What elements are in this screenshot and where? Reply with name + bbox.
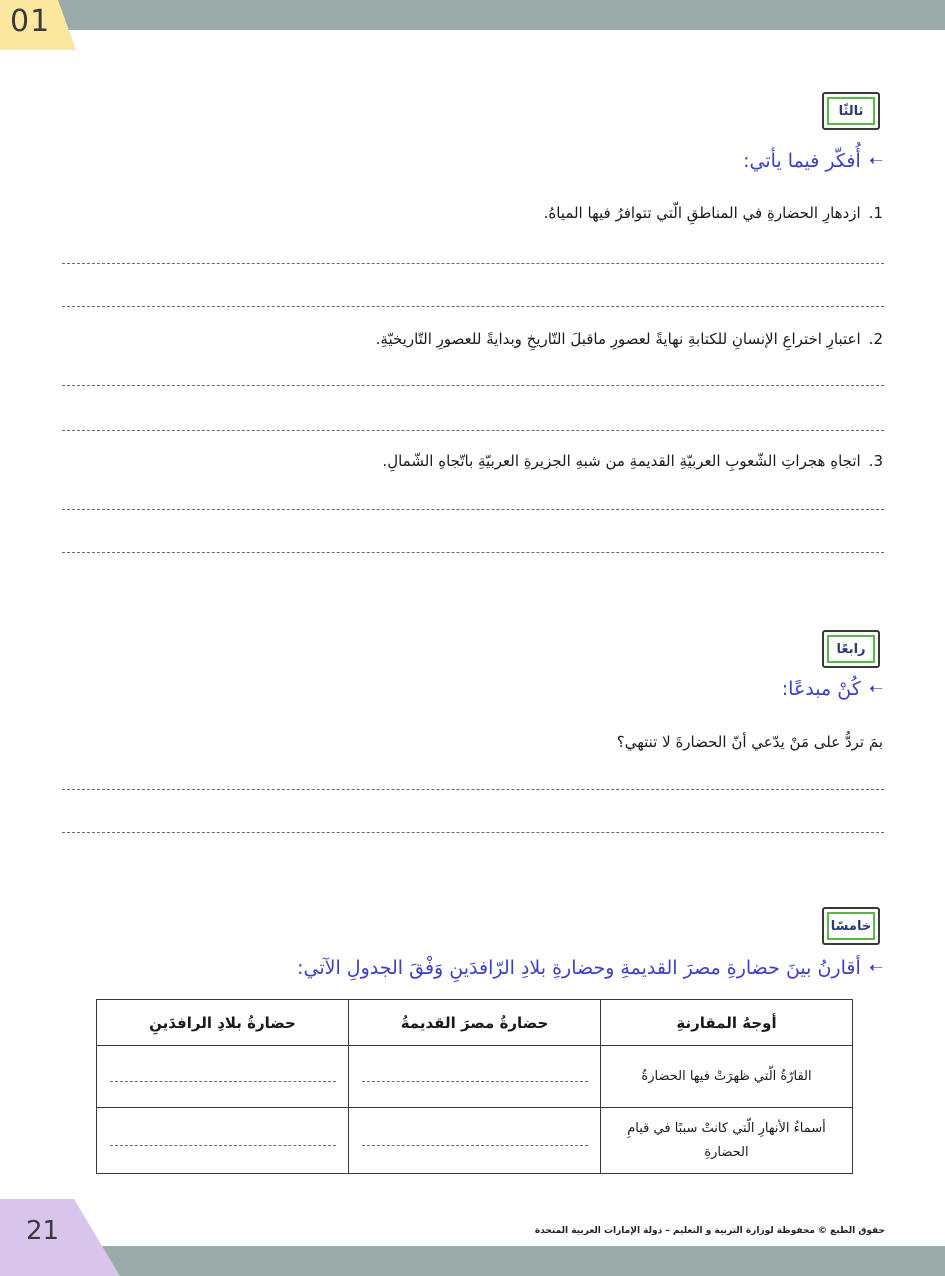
answer-line[interactable]: [62, 263, 884, 264]
section3-heading-text: أُفكّر فيما يأتي:: [743, 150, 861, 172]
unit-number: 01: [10, 4, 51, 39]
cell-answer-line: [362, 1081, 588, 1082]
section5-heading-text: أقارنُ بينَ حضارةِ مصرَ القديمةِ وحضارةِ بلادِ الرّافدَينِ وَفْقَ الجدولِ الآتي:: [297, 957, 861, 979]
table-header-row: [97, 1000, 853, 1046]
question-3: [382, 452, 883, 470]
question-2: [376, 330, 883, 348]
cell-answer-line: [362, 1145, 588, 1146]
section4-heading: [782, 678, 883, 700]
answer-cell[interactable]: [97, 1046, 349, 1108]
arrow-icon: ➝: [868, 679, 883, 699]
cell-answer-line: [110, 1145, 336, 1146]
answer-cell[interactable]: [97, 1108, 349, 1174]
answer-line[interactable]: [62, 832, 884, 833]
copyright-notice: حقوق الطبع © محفوظة لوزارة التربية و التعليم – دولة الإمارات العربية المتحدة: [534, 1226, 885, 1236]
question-text: ازدهارِ الحضارةِ في المناطقِ الّتي تتوافرُ فيها المياهُ.: [543, 204, 861, 222]
answer-line[interactable]: [62, 789, 884, 790]
section3-badge: [822, 92, 880, 130]
section4-badge: [822, 630, 880, 668]
section5-heading: [297, 957, 883, 979]
question-number: 2.: [868, 330, 883, 348]
question-number: 1.: [868, 204, 883, 222]
section4-badge-label: رابعًا: [827, 635, 875, 663]
header-egypt: حضارةُ مصرَ القديمةُ: [349, 1000, 601, 1046]
top-bar: [0, 0, 945, 30]
cell-answer-line: [110, 1081, 336, 1082]
header-mesopotamia: حضارةُ بلادِ الرافدَينِ: [97, 1000, 349, 1046]
answer-line[interactable]: [62, 430, 884, 431]
question-number: 3.: [868, 452, 883, 470]
section5-badge-label: خامسًا: [827, 912, 875, 940]
section4-heading-text: كُنْ مبدعًا:: [781, 678, 861, 700]
answer-cell[interactable]: [349, 1046, 601, 1108]
section5-badge: [822, 907, 880, 945]
comparison-table: [96, 999, 853, 1174]
section3-heading: [743, 150, 883, 172]
bottom-bar: [0, 1246, 945, 1276]
question-text: اتجاهِ هجراتِ الشّعوبِ العربيّةِ القديمةِ من شبهِ الجزيرةِ العربيّةِ باتّجاهِ الشّمالِ.: [382, 452, 861, 470]
page-tab: [0, 1199, 120, 1276]
section3-badge-label: ثالثًا: [827, 97, 875, 125]
row-aspect: أسماءُ الأنهارِ الّتي كانتْ سببًا في قيامِ الحضارةِ: [601, 1108, 853, 1174]
question-text: اعتبارِ اختراعِ الإنسانِ للكتابةِ نهايةً لعصورِ ماقبلَ التّاريخِ وبدايةً للعصورِ التّاريخيّةِ.: [375, 330, 861, 348]
arrow-icon: ➝: [868, 958, 883, 978]
row-aspect: القارّةُ الّتي ظهرَتْ فيها الحضارةُ: [601, 1046, 853, 1108]
section4-question: بمَ تردُّ على مَنْ يدّعي أنّ الحضارةَ لا تنتهي؟: [616, 733, 883, 751]
table-row: [97, 1108, 853, 1174]
arrow-icon: ➝: [868, 151, 883, 171]
answer-cell[interactable]: [349, 1108, 601, 1174]
answer-line[interactable]: [62, 385, 884, 386]
answer-line[interactable]: [62, 306, 884, 307]
answer-line[interactable]: [62, 552, 884, 553]
page-number: 21: [26, 1216, 60, 1246]
question-1: [544, 204, 883, 222]
header-aspect: أوجهُ المقارنةِ: [601, 1000, 853, 1046]
table-row: [97, 1046, 853, 1108]
answer-line[interactable]: [62, 509, 884, 510]
